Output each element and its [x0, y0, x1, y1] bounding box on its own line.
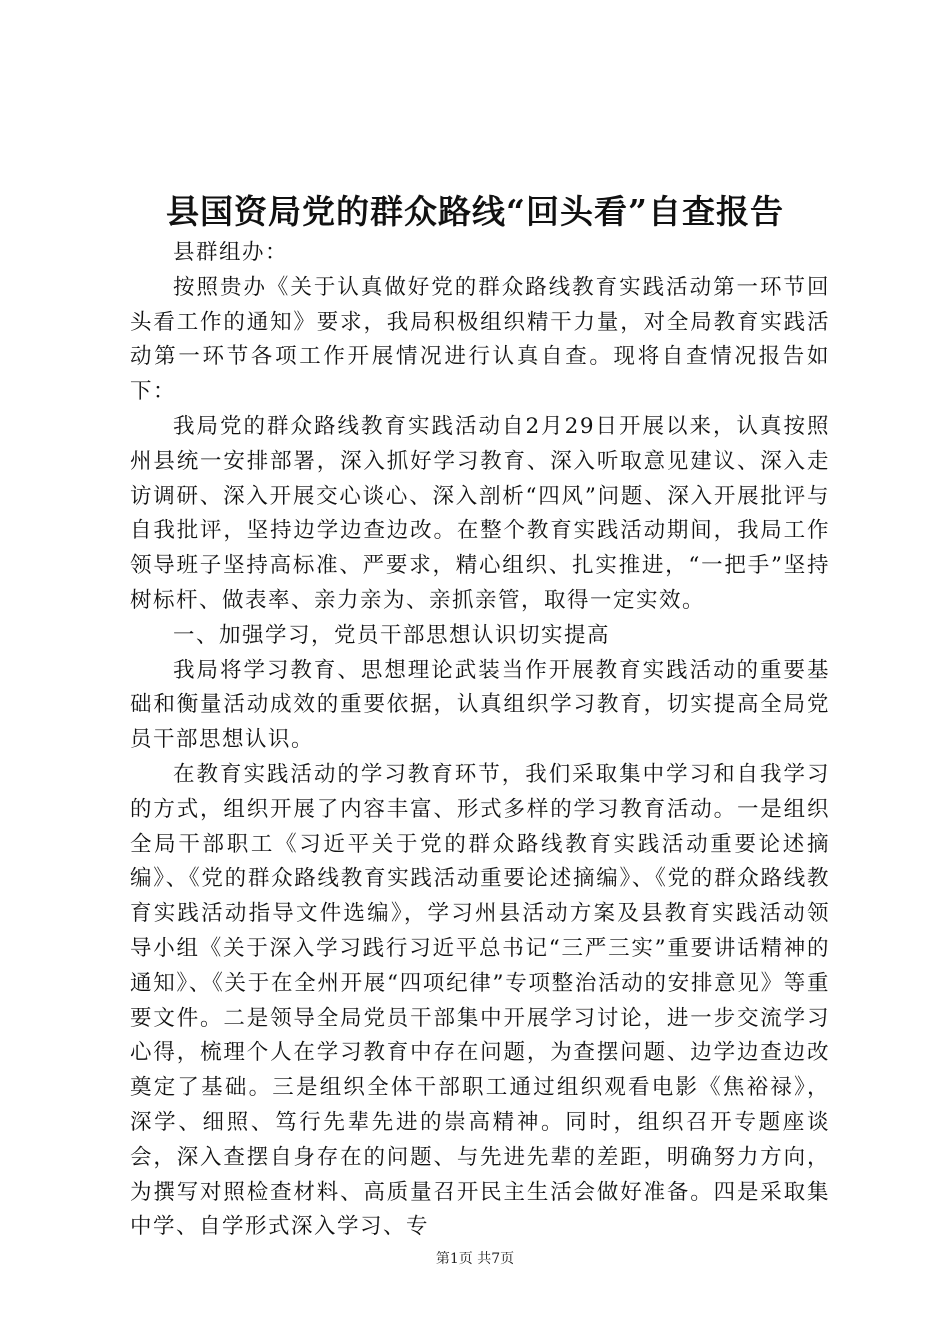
body-paragraph: 在教育实践活动的学习教育环节，我们采取集中学习和自我学习的方式，组织开展了内容丰富、形式多样的学习教育活动。一是组织全局干部职工《习近平关于党的群众路线教育实践活动重要论述摘编》、《党的群众路线教育实践活动重要论述摘编》、《党的群众路线教育实践活动指导文件选编》，学习州县活动方案及县教育实践活动领导小组《关于深入学习践行习近平总书记“三严三实”重要讲话精神的通知》、《关于在全州开展“四项纪律”专项整治活动的安排意见》等重要文件。二是领导全局党员干部集中开展学习讨论，进一步交流学习心得，梳理个人在学习教育中存在问题，为查摆问题、边学边查边改奠定了基础。三是组织全体干部职工通过组织观看电影《焦裕禄》，深学、细照、笃行先辈先进的崇高精神。同时，组织召开专题座谈会，深入查摆自身存在的问题、与先进先辈的差距，明确努力方向，为撰写对照检查材料、高质量召开民主生活会做好准备。四是采取集中学、自学形式深入学习、专: [130, 761, 830, 1240]
page-number-footer: 第1页 共7页: [435, 1251, 515, 1267]
document-title: 县国资局党的群众路线“回头看”自查报告: [166, 192, 784, 231]
section-heading: 一、加强学习，党员干部思想认识切实提高: [173, 622, 611, 648]
body-paragraph: 我局将学习教育、思想理论武装当作开展教育实践活动的重要基础和衡量活动成效的重要依据，认真组织学习教育，切实提高全局党员干部思想认识。: [130, 657, 830, 753]
salutation: 县群组办：: [173, 240, 289, 265]
document-body: [130, 236, 830, 1245]
body-paragraph: 我局党的群众路线教育实践活动自2月29日开展以来，认真按照州县统一安排部署，深入抓好学习教育、深入听取意见建议、深入走访调研、深入开展交心谈心、深入剖析“四风”问题、深入开展批评与自我批评，坚持边学边查边改。在整个教育实践活动期间，我局工作领导班子坚持高标准、严要求，精心组织、扎实推进，“一把手”坚持树标杆、做表率、亲力亲为、亲抓亲管，取得一定实效。: [130, 413, 830, 613]
body-paragraph: 按照贵办《关于认真做好党的群众路线教育实践活动第一环节回头看工作的通知》要求，我局积极组织精干力量，对全局教育实践活动第一环节各项工作开展情况进行认真自查。现将自查情况报告如下：: [130, 274, 830, 405]
